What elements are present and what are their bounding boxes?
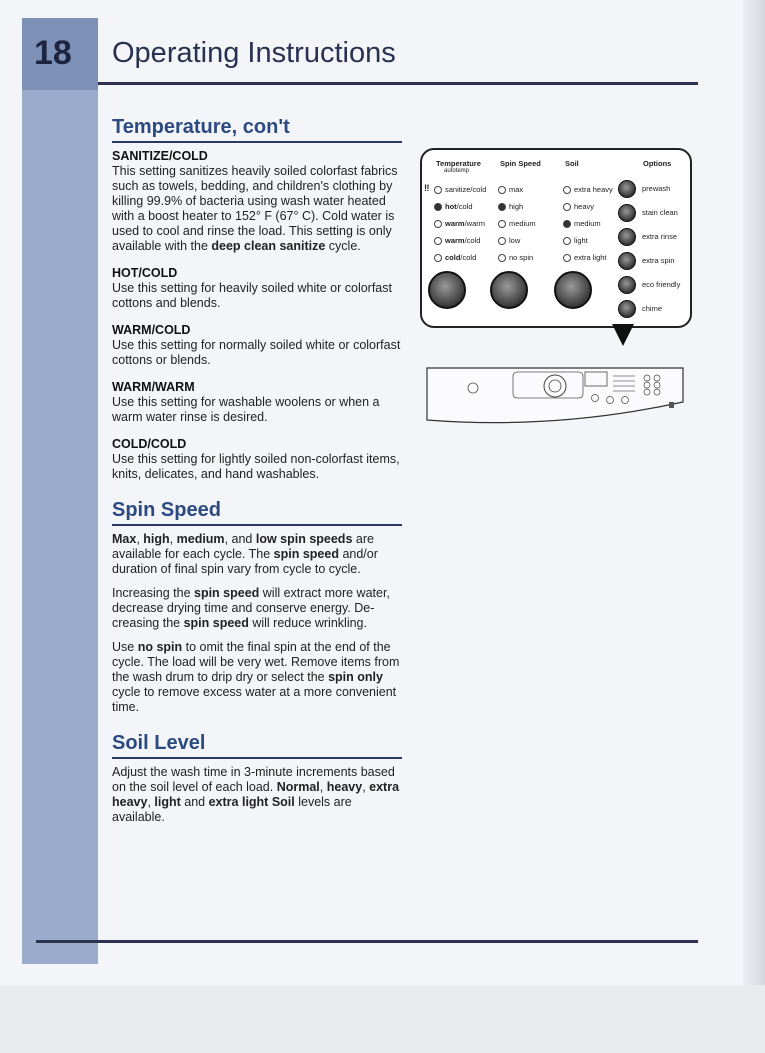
temperature-setting-text: Use this setting for lightly soiled non-colorfast items, knits, delicates, and hand washables. [112, 452, 400, 481]
radio-empty-icon [563, 186, 571, 194]
soil-option [563, 202, 594, 211]
spin-option-label: high [509, 202, 524, 211]
option-label: extra rinse [642, 232, 678, 241]
temperature-option [434, 253, 476, 262]
radio-empty-icon [434, 237, 442, 245]
option-button-icon [618, 204, 636, 222]
temperature-setting-label: WARM/WARM [112, 380, 195, 394]
temperature-column-header: Temperature [436, 159, 481, 168]
spin-option-label: no spin [509, 253, 534, 262]
temperature-heading: Temperature, con't [112, 116, 402, 143]
soil-option-label: extra heavy [574, 185, 613, 194]
page-number: 18 [34, 34, 72, 72]
temperature-option-bold: cold [445, 253, 461, 262]
scanner-bed [0, 985, 765, 1053]
spin-option-label: low [509, 236, 521, 245]
spin-speed-knob [490, 271, 528, 309]
radio-empty-icon [434, 254, 442, 262]
radio-empty-icon [434, 220, 442, 228]
radio-selected-icon [563, 220, 571, 228]
option-label: prewash [642, 184, 671, 193]
radio-empty-icon [498, 254, 506, 262]
temperature-option-label: /cold [460, 253, 477, 262]
spin-speed-text [112, 532, 402, 715]
option-label: stain clean [642, 208, 678, 217]
option-button-icon [618, 276, 636, 294]
temperature-option-bold: hot [445, 202, 457, 211]
radio-selected-icon [434, 203, 442, 211]
soil-knob [554, 271, 592, 309]
radio-empty-icon [563, 203, 571, 211]
temperature-setting-label: WARM/COLD [112, 323, 191, 337]
autotemp-label: autotemp [444, 168, 470, 174]
temperature-setting-text: Use this setting for heavily soiled white or colorfast cottons and blends. [112, 281, 392, 310]
options-column-header: Options [643, 159, 672, 168]
temperature-option-label: /warm [464, 219, 486, 228]
spin-speed-heading: Spin Speed [112, 499, 402, 526]
temperature-option-label: /cold [464, 236, 481, 245]
radio-empty-icon [563, 254, 571, 262]
spin-option [498, 236, 520, 245]
soil-option-label: heavy [574, 202, 595, 211]
page-edge-shadow [743, 0, 765, 985]
header-rule [98, 82, 698, 85]
text-column [112, 116, 402, 825]
temperature-option [434, 236, 480, 245]
spin-option-label: medium [509, 219, 536, 228]
temperature-option-bold: warm [445, 219, 465, 228]
soil-option [563, 219, 601, 228]
spin-option [498, 219, 536, 228]
spin-option [498, 202, 523, 211]
soil-option [563, 185, 613, 194]
radio-empty-icon [498, 186, 506, 194]
soil-option [563, 236, 588, 245]
soil-option-label: medium [574, 219, 601, 228]
radio-empty-icon [434, 186, 442, 194]
option-button-icon [618, 252, 636, 270]
temperature-option [434, 202, 473, 211]
soil-level-heading: Soil Level [112, 732, 402, 759]
autotemp-indicator-icon: ‼ [424, 183, 430, 193]
spin-column-header: Spin Speed [500, 159, 541, 168]
temperature-setting-text: This setting sanitizes heavily soiled colorfast fabrics such as towels, bedding, and children's clothing by killing 99.9% of bacteria using wash water heated with a boost heater to 152° F (67° C). Cold water is used to cool and rinse the load. This setting is only available with the deep clean sanitize cycle. [112, 164, 398, 253]
radio-selected-icon [498, 203, 506, 211]
temperature-setting-label: SANITIZE/COLD [112, 149, 208, 163]
spin-option [498, 253, 533, 262]
footer-rule [36, 940, 698, 943]
temperature-option [434, 185, 486, 194]
temperature-setting-text: Use this setting for washable woolens or when a warm water rinse is desired. [112, 395, 380, 424]
soil-option [563, 253, 607, 262]
option-label: chime [642, 304, 663, 313]
spin-option [498, 185, 523, 194]
spin-speed-paragraph: Increasing the spin speed will extract more water, decrease drying time and conserve energy. De-creasing the spin speed will reduce wrinkling. [112, 586, 390, 630]
temperature-setting-label: COLD/COLD [112, 437, 187, 451]
option-button-icon [618, 300, 636, 318]
temperature-setting-text: Use this setting for normally soiled white or colorfast cottons or blends. [112, 338, 401, 367]
temperature-knob [428, 271, 466, 309]
temperature-settings [112, 149, 402, 482]
radio-empty-icon [498, 237, 506, 245]
soil-column-header: Soil [565, 159, 579, 168]
temperature-option-label: sanitize/cold [445, 185, 487, 194]
temperature-setting-label: HOT/COLD [112, 266, 178, 280]
spin-speed-paragraph: Use no spin to omit the final spin at the end of the cycle. The load will be very wet. Remove items from the wash drum to drip dry or select the spin only cycle to remove excess water at a more convenient time. [112, 640, 400, 714]
temperature-option [434, 219, 485, 228]
spin-speed-paragraph: Max, high, medium, and low spin speeds are available for each cycle. The spin speed and/or duration of final spin vary from cycle to cycle. [112, 532, 378, 576]
spin-option-label: max [509, 185, 524, 194]
soil-level-text [112, 765, 402, 825]
soil-level-paragraph: Adjust the wash time in 3-minute increments based on the soil level of each load. Normal, heavy, extra heavy, light and extra light Soil levels are available. [112, 765, 400, 824]
page-title: Operating Instructions [112, 37, 396, 69]
option-label: extra spin [642, 256, 675, 265]
option-label: eco friendly [642, 280, 681, 289]
control-panel-diagram [420, 148, 692, 328]
option-button-icon [618, 180, 636, 198]
soil-option-label: light [574, 236, 588, 245]
soil-option-label: extra light [574, 253, 607, 262]
radio-empty-icon [498, 220, 506, 228]
washer-console-illustration [425, 366, 685, 426]
radio-empty-icon [563, 237, 571, 245]
side-color-bar [22, 18, 98, 964]
temperature-option-bold: warm [445, 236, 465, 245]
option-button-icon [618, 228, 636, 246]
temperature-option-label: /cold [456, 202, 473, 211]
callout-pointer [612, 324, 634, 346]
